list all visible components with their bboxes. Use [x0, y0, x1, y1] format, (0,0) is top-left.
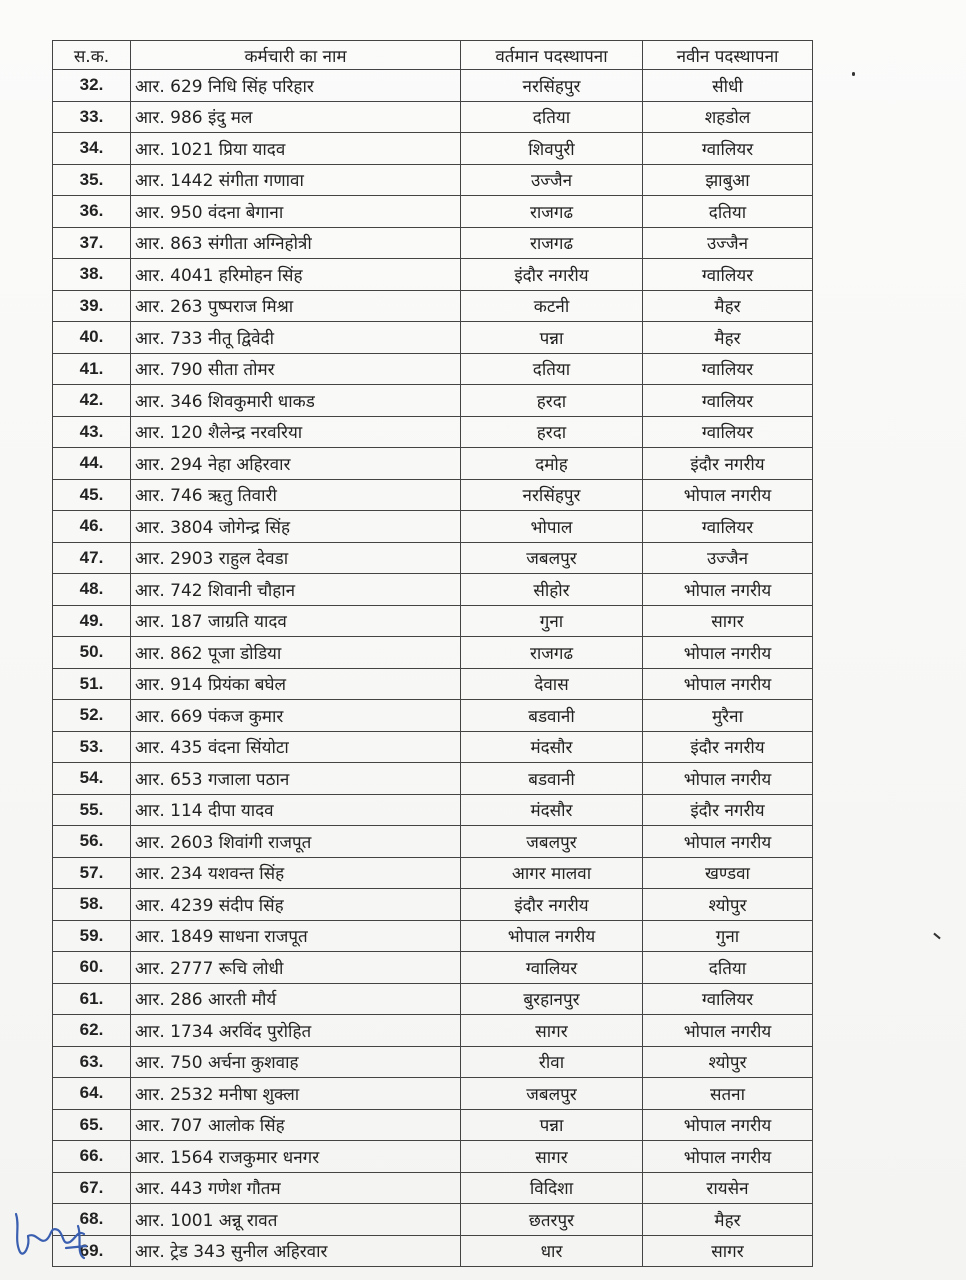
table-row — [53, 511, 813, 543]
row-serial-number: 38. — [53, 259, 131, 291]
table-row — [53, 1204, 813, 1236]
table-row — [53, 1078, 813, 1110]
row-current-posting: जबलपुर — [461, 826, 643, 858]
row-new-posting: मैहर — [643, 322, 813, 354]
row-employee-name: आर. 114 दीपा यादव — [131, 794, 461, 826]
table-row — [53, 101, 813, 133]
row-current-posting: शिवपुरी — [461, 133, 643, 165]
row-serial-number: 49. — [53, 605, 131, 637]
row-serial-number: 55. — [53, 794, 131, 826]
table-row — [53, 133, 813, 165]
row-current-posting: जबलपुर — [461, 542, 643, 574]
row-serial-number: 51. — [53, 668, 131, 700]
row-new-posting: मैहर — [643, 1204, 813, 1236]
table-row — [53, 794, 813, 826]
table-row — [53, 70, 813, 102]
row-serial-number: 62. — [53, 1015, 131, 1047]
row-serial-number: 69. — [53, 1235, 131, 1267]
row-current-posting: धार — [461, 1235, 643, 1267]
table-row — [53, 1141, 813, 1173]
row-serial-number: 65. — [53, 1109, 131, 1141]
row-serial-number: 59. — [53, 920, 131, 952]
row-new-posting: ग्वालियर — [643, 353, 813, 385]
row-new-posting: सतना — [643, 1078, 813, 1110]
row-serial-number: 39. — [53, 290, 131, 322]
table-header-row — [53, 41, 813, 70]
row-current-posting: हरदा — [461, 385, 643, 417]
row-new-posting: भोपाल नगरीय — [643, 574, 813, 606]
row-serial-number: 44. — [53, 448, 131, 480]
row-employee-name: आर. 863 संगीता अग्निहोत्री — [131, 227, 461, 259]
row-new-posting: ग्वालियर — [643, 983, 813, 1015]
row-new-posting: सागर — [643, 1235, 813, 1267]
row-employee-name: आर. 2903 राहुल देवडा — [131, 542, 461, 574]
row-current-posting: देवास — [461, 668, 643, 700]
row-employee-name: आर. 746 ऋतु तिवारी — [131, 479, 461, 511]
row-new-posting: दतिया — [643, 952, 813, 984]
signature-icon — [6, 1196, 116, 1266]
row-serial-number: 47. — [53, 542, 131, 574]
row-current-posting: राजगढ — [461, 637, 643, 669]
row-serial-number: 68. — [53, 1204, 131, 1236]
row-employee-name: आर. 234 यशवन्त सिंह — [131, 857, 461, 889]
row-serial-number: 40. — [53, 322, 131, 354]
table-row — [53, 1235, 813, 1267]
header-new-posting: नवीन पदस्थापना — [643, 41, 813, 70]
table-row — [53, 574, 813, 606]
row-employee-name: आर. 435 वंदना सिंयोटा — [131, 731, 461, 763]
row-employee-name: आर. 1849 साधना राजपूत — [131, 920, 461, 952]
row-employee-name: आर. 629 निधि सिंह परिहार — [131, 70, 461, 102]
speck-mark — [852, 72, 855, 76]
table-row — [53, 1015, 813, 1047]
row-current-posting: भोपाल — [461, 511, 643, 543]
row-new-posting: सागर — [643, 605, 813, 637]
row-current-posting: दतिया — [461, 353, 643, 385]
table-row — [53, 637, 813, 669]
row-current-posting: मंदसौर — [461, 731, 643, 763]
table-row — [53, 542, 813, 574]
row-new-posting: शहडोल — [643, 101, 813, 133]
row-new-posting: ग्वालियर — [643, 385, 813, 417]
row-serial-number: 54. — [53, 763, 131, 795]
row-employee-name: आर. 950 वंदना बेगाना — [131, 196, 461, 228]
transfer-table — [52, 40, 813, 1267]
row-new-posting: दतिया — [643, 196, 813, 228]
row-serial-number: 52. — [53, 700, 131, 732]
row-new-posting: खण्डवा — [643, 857, 813, 889]
row-serial-number: 46. — [53, 511, 131, 543]
row-employee-name: आर. 187 जाग्रति यादव — [131, 605, 461, 637]
row-employee-name: आर. 1442 संगीता गणावा — [131, 164, 461, 196]
row-new-posting: भोपाल नगरीय — [643, 826, 813, 858]
row-employee-name: आर. 286 आरती मौर्य — [131, 983, 461, 1015]
row-employee-name: आर. 1564 राजकुमार धनगर — [131, 1141, 461, 1173]
row-employee-name: आर. 790 सीता तोमर — [131, 353, 461, 385]
row-current-posting: पन्ना — [461, 1109, 643, 1141]
table-row — [53, 889, 813, 921]
table-row — [53, 164, 813, 196]
row-current-posting: मंदसौर — [461, 794, 643, 826]
row-current-posting: जबलपुर — [461, 1078, 643, 1110]
row-current-posting: इंदौर नगरीय — [461, 259, 643, 291]
row-current-posting: ग्वालियर — [461, 952, 643, 984]
row-serial-number: 32. — [53, 70, 131, 102]
row-serial-number: 67. — [53, 1172, 131, 1204]
row-current-posting: छतरपुर — [461, 1204, 643, 1236]
row-current-posting: भोपाल नगरीय — [461, 920, 643, 952]
row-new-posting: श्योपुर — [643, 1046, 813, 1078]
row-current-posting: रीवा — [461, 1046, 643, 1078]
row-new-posting: भोपाल नगरीय — [643, 479, 813, 511]
row-current-posting: हरदा — [461, 416, 643, 448]
table-row — [53, 1172, 813, 1204]
row-employee-name: आर. 707 आलोक सिंह — [131, 1109, 461, 1141]
table-row — [53, 290, 813, 322]
row-new-posting: ग्वालियर — [643, 133, 813, 165]
table-row — [53, 731, 813, 763]
row-new-posting: रायसेन — [643, 1172, 813, 1204]
row-new-posting: मुरैना — [643, 700, 813, 732]
table-row — [53, 700, 813, 732]
table-row — [53, 763, 813, 795]
row-employee-name: आर. 750 अर्चना कुशवाह — [131, 1046, 461, 1078]
table-row — [53, 322, 813, 354]
row-current-posting: बडवानी — [461, 700, 643, 732]
row-new-posting: भोपाल नगरीय — [643, 1109, 813, 1141]
row-serial-number: 63. — [53, 1046, 131, 1078]
row-employee-name: आर. 2532 मनीषा शुक्ला — [131, 1078, 461, 1110]
row-serial-number: 48. — [53, 574, 131, 606]
row-new-posting: ग्वालियर — [643, 259, 813, 291]
row-current-posting: राजगढ — [461, 196, 643, 228]
row-current-posting: राजगढ — [461, 227, 643, 259]
row-current-posting: सागर — [461, 1141, 643, 1173]
row-current-posting: आगर मालवा — [461, 857, 643, 889]
table-row — [53, 1109, 813, 1141]
row-new-posting: सीधी — [643, 70, 813, 102]
row-employee-name: आर. 914 प्रियंका बघेल — [131, 668, 461, 700]
row-employee-name: आर. 294 नेहा अहिरवार — [131, 448, 461, 480]
row-serial-number: 42. — [53, 385, 131, 417]
row-serial-number: 64. — [53, 1078, 131, 1110]
row-current-posting: बुरहानपुर — [461, 983, 643, 1015]
table-row — [53, 857, 813, 889]
table-row — [53, 385, 813, 417]
row-serial-number: 66. — [53, 1141, 131, 1173]
row-employee-name: आर. 653 गजाला पठान — [131, 763, 461, 795]
table-row — [53, 479, 813, 511]
row-serial-number: 57. — [53, 857, 131, 889]
row-new-posting: भोपाल नगरीय — [643, 637, 813, 669]
row-new-posting: भोपाल नगरीय — [643, 668, 813, 700]
row-current-posting: कटनी — [461, 290, 643, 322]
row-current-posting: सागर — [461, 1015, 643, 1047]
row-current-posting: गुना — [461, 605, 643, 637]
row-serial-number: 53. — [53, 731, 131, 763]
row-serial-number: 43. — [53, 416, 131, 448]
row-current-posting: विदिशा — [461, 1172, 643, 1204]
row-employee-name: आर. 986 इंदु मल — [131, 101, 461, 133]
row-employee-name: आर. 4041 हरिमोहन सिंह — [131, 259, 461, 291]
row-current-posting: इंदौर नगरीय — [461, 889, 643, 921]
row-serial-number: 35. — [53, 164, 131, 196]
row-serial-number: 37. — [53, 227, 131, 259]
table-row — [53, 227, 813, 259]
row-new-posting: मैहर — [643, 290, 813, 322]
row-current-posting: नरसिंहपुर — [461, 479, 643, 511]
row-employee-name: आर. 443 गणेश गौतम — [131, 1172, 461, 1204]
row-employee-name: आर. 1021 प्रिया यादव — [131, 133, 461, 165]
row-new-posting: उज्जैन — [643, 227, 813, 259]
row-employee-name: आर. 669 पंकज कुमार — [131, 700, 461, 732]
row-employee-name: आर. 733 नीतू द्विवेदी — [131, 322, 461, 354]
table-row — [53, 826, 813, 858]
row-current-posting: दतिया — [461, 101, 643, 133]
row-serial-number: 61. — [53, 983, 131, 1015]
table-body — [53, 70, 813, 1267]
table-row — [53, 983, 813, 1015]
row-employee-name: आर. 120 शैलेन्द्र नरवरिया — [131, 416, 461, 448]
table-row — [53, 952, 813, 984]
row-employee-name: आर. 1001 अन्नू रावत — [131, 1204, 461, 1236]
row-employee-name: आर. 2777 रूचि लोधी — [131, 952, 461, 984]
row-new-posting: भोपाल नगरीय — [643, 763, 813, 795]
row-new-posting: भोपाल नगरीय — [643, 1015, 813, 1047]
row-new-posting: इंदौर नगरीय — [643, 731, 813, 763]
row-employee-name: आर. 742 शिवानी चौहान — [131, 574, 461, 606]
row-employee-name: आर. ट्रेड 343 सुनील अहिरवार — [131, 1235, 461, 1267]
table-row — [53, 259, 813, 291]
row-serial-number: 58. — [53, 889, 131, 921]
row-current-posting: सीहोर — [461, 574, 643, 606]
table-row — [53, 196, 813, 228]
row-current-posting: दमोह — [461, 448, 643, 480]
table-row — [53, 920, 813, 952]
table-row — [53, 1046, 813, 1078]
row-current-posting: बडवानी — [461, 763, 643, 795]
table-row — [53, 353, 813, 385]
speck-mark — [933, 933, 940, 940]
row-serial-number: 50. — [53, 637, 131, 669]
row-current-posting: पन्ना — [461, 322, 643, 354]
row-serial-number: 34. — [53, 133, 131, 165]
row-new-posting: इंदौर नगरीय — [643, 794, 813, 826]
row-serial-number: 33. — [53, 101, 131, 133]
row-employee-name: आर. 346 शिवकुमारी धाकड — [131, 385, 461, 417]
row-new-posting: भोपाल नगरीय — [643, 1141, 813, 1173]
row-serial-number: 36. — [53, 196, 131, 228]
row-serial-number: 56. — [53, 826, 131, 858]
table-row — [53, 448, 813, 480]
row-new-posting: ग्वालियर — [643, 511, 813, 543]
row-employee-name: आर. 263 पुष्पराज मिश्रा — [131, 290, 461, 322]
table-row — [53, 605, 813, 637]
row-serial-number: 41. — [53, 353, 131, 385]
table-row — [53, 668, 813, 700]
row-current-posting: उज्जैन — [461, 164, 643, 196]
row-employee-name: आर. 3804 जोगेन्द्र सिंह — [131, 511, 461, 543]
header-sno: स.क. — [53, 41, 131, 70]
row-new-posting: इंदौर नगरीय — [643, 448, 813, 480]
row-employee-name: आर. 1734 अरविंद पुरोहित — [131, 1015, 461, 1047]
header-current-posting: वर्तमान पदस्थापना — [461, 41, 643, 70]
row-new-posting: झाबुआ — [643, 164, 813, 196]
row-serial-number: 45. — [53, 479, 131, 511]
row-new-posting: ग्वालियर — [643, 416, 813, 448]
table-row — [53, 416, 813, 448]
row-current-posting: नरसिंहपुर — [461, 70, 643, 102]
header-employee-name: कर्मचारी का नाम — [131, 41, 461, 70]
row-new-posting: उज्जैन — [643, 542, 813, 574]
row-employee-name: आर. 2603 शिवांगी राजपूत — [131, 826, 461, 858]
row-new-posting: श्योपुर — [643, 889, 813, 921]
row-employee-name: आर. 4239 संदीप सिंह — [131, 889, 461, 921]
row-new-posting: गुना — [643, 920, 813, 952]
row-serial-number: 60. — [53, 952, 131, 984]
row-employee-name: आर. 862 पूजा डोडिया — [131, 637, 461, 669]
